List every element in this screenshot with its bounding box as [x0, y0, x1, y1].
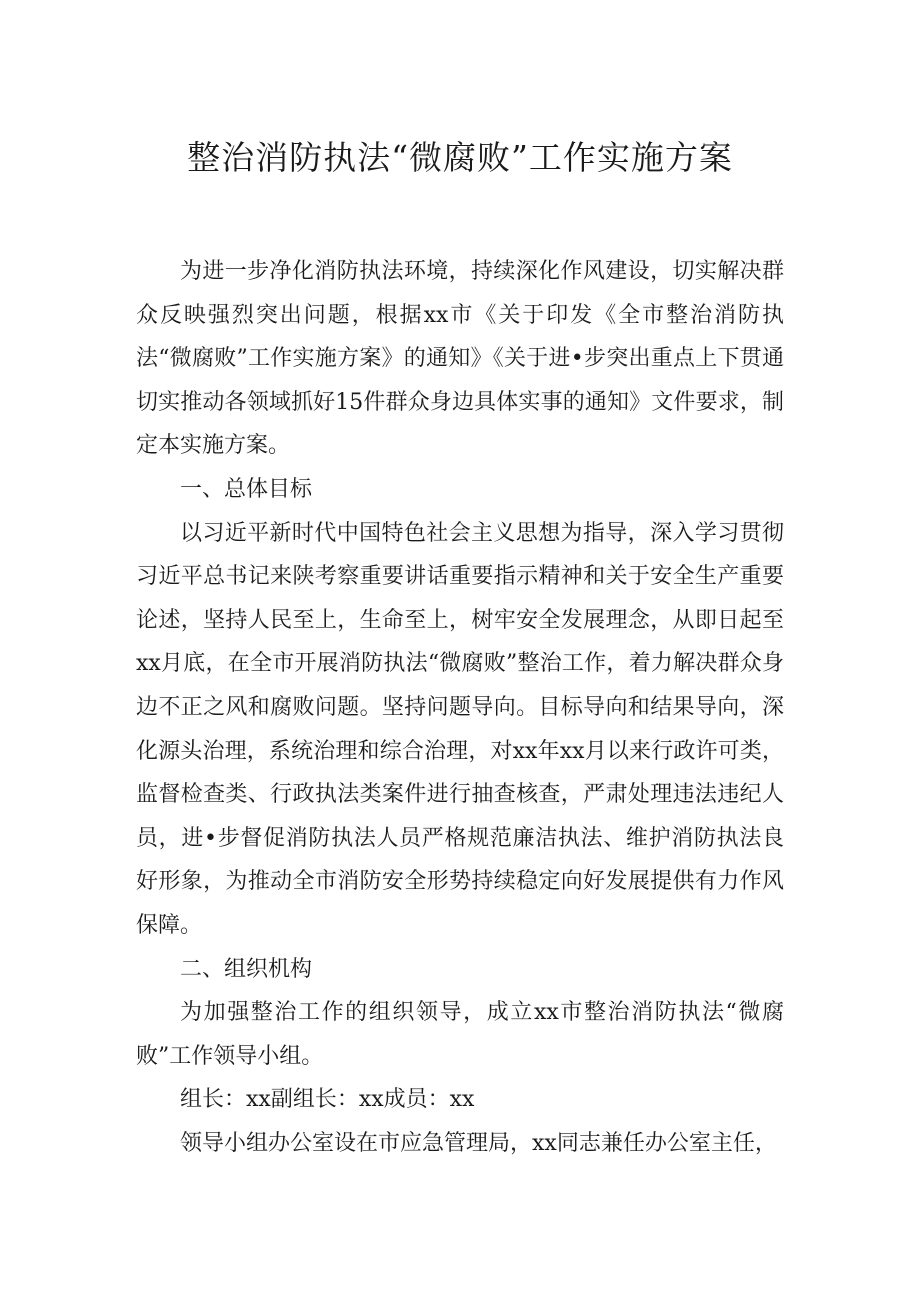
members-line: 组长：xx副组长：xx成员：xx: [180, 1087, 475, 1113]
office-paragraph: 领导小组办公室设在市应急管理局，xx同志兼任办公室主任，: [180, 1130, 777, 1156]
section-heading-organization: 二、组织机构: [180, 956, 313, 982]
goals-paragraph: 以习近平新时代中国特色社会主义思想为指导，深入学习贯彻习近平总书记来陕考察重要讲话重要指示精神和关于安全生产重要论述，坚持人民至上，生命至上，树牢安全发展理念，从即日起至xx月底，在全市开展消防执法“微腐败”整治工作，着力解决群众身边不正之风和腐败问题。坚持问题导向。目标导向和结果导向，深化源头治理，系统治理和综合治理，对xx年xx月以来行政许可类，监督检查类、行政执法类案件进行抽查核查，严肃处理违法违纪人员，进•步督促消防执法人员严格规范廉洁执法、维护消防执法良好形象，为推动全市消防安全形势持续稳定向好发展提供有力作风保障。: [136, 520, 784, 938]
intro-paragraph: 为进一步净化消防执法环境，持续深化作风建设，切实解决群众反映强烈突出问题，根据xx市《关于印发《全市整治消防执法“微腐败”工作实施方案》的通知》《关于进•步突出重点上下贯通切实推动各领域抓好15件群众身边具体实事的通知》文件要求，制定本实施方案。: [136, 259, 784, 459]
organization-paragraph: 为加强整治工作的组织领导，成立xx市整治消防执法“微腐败”工作领导小组。: [136, 1000, 784, 1069]
section-heading-goals: 一、总体目标: [180, 476, 313, 502]
document-body: [136, 250, 784, 1165]
document-title: 整治消防执法“微腐败”工作实施方案: [187, 138, 733, 177]
